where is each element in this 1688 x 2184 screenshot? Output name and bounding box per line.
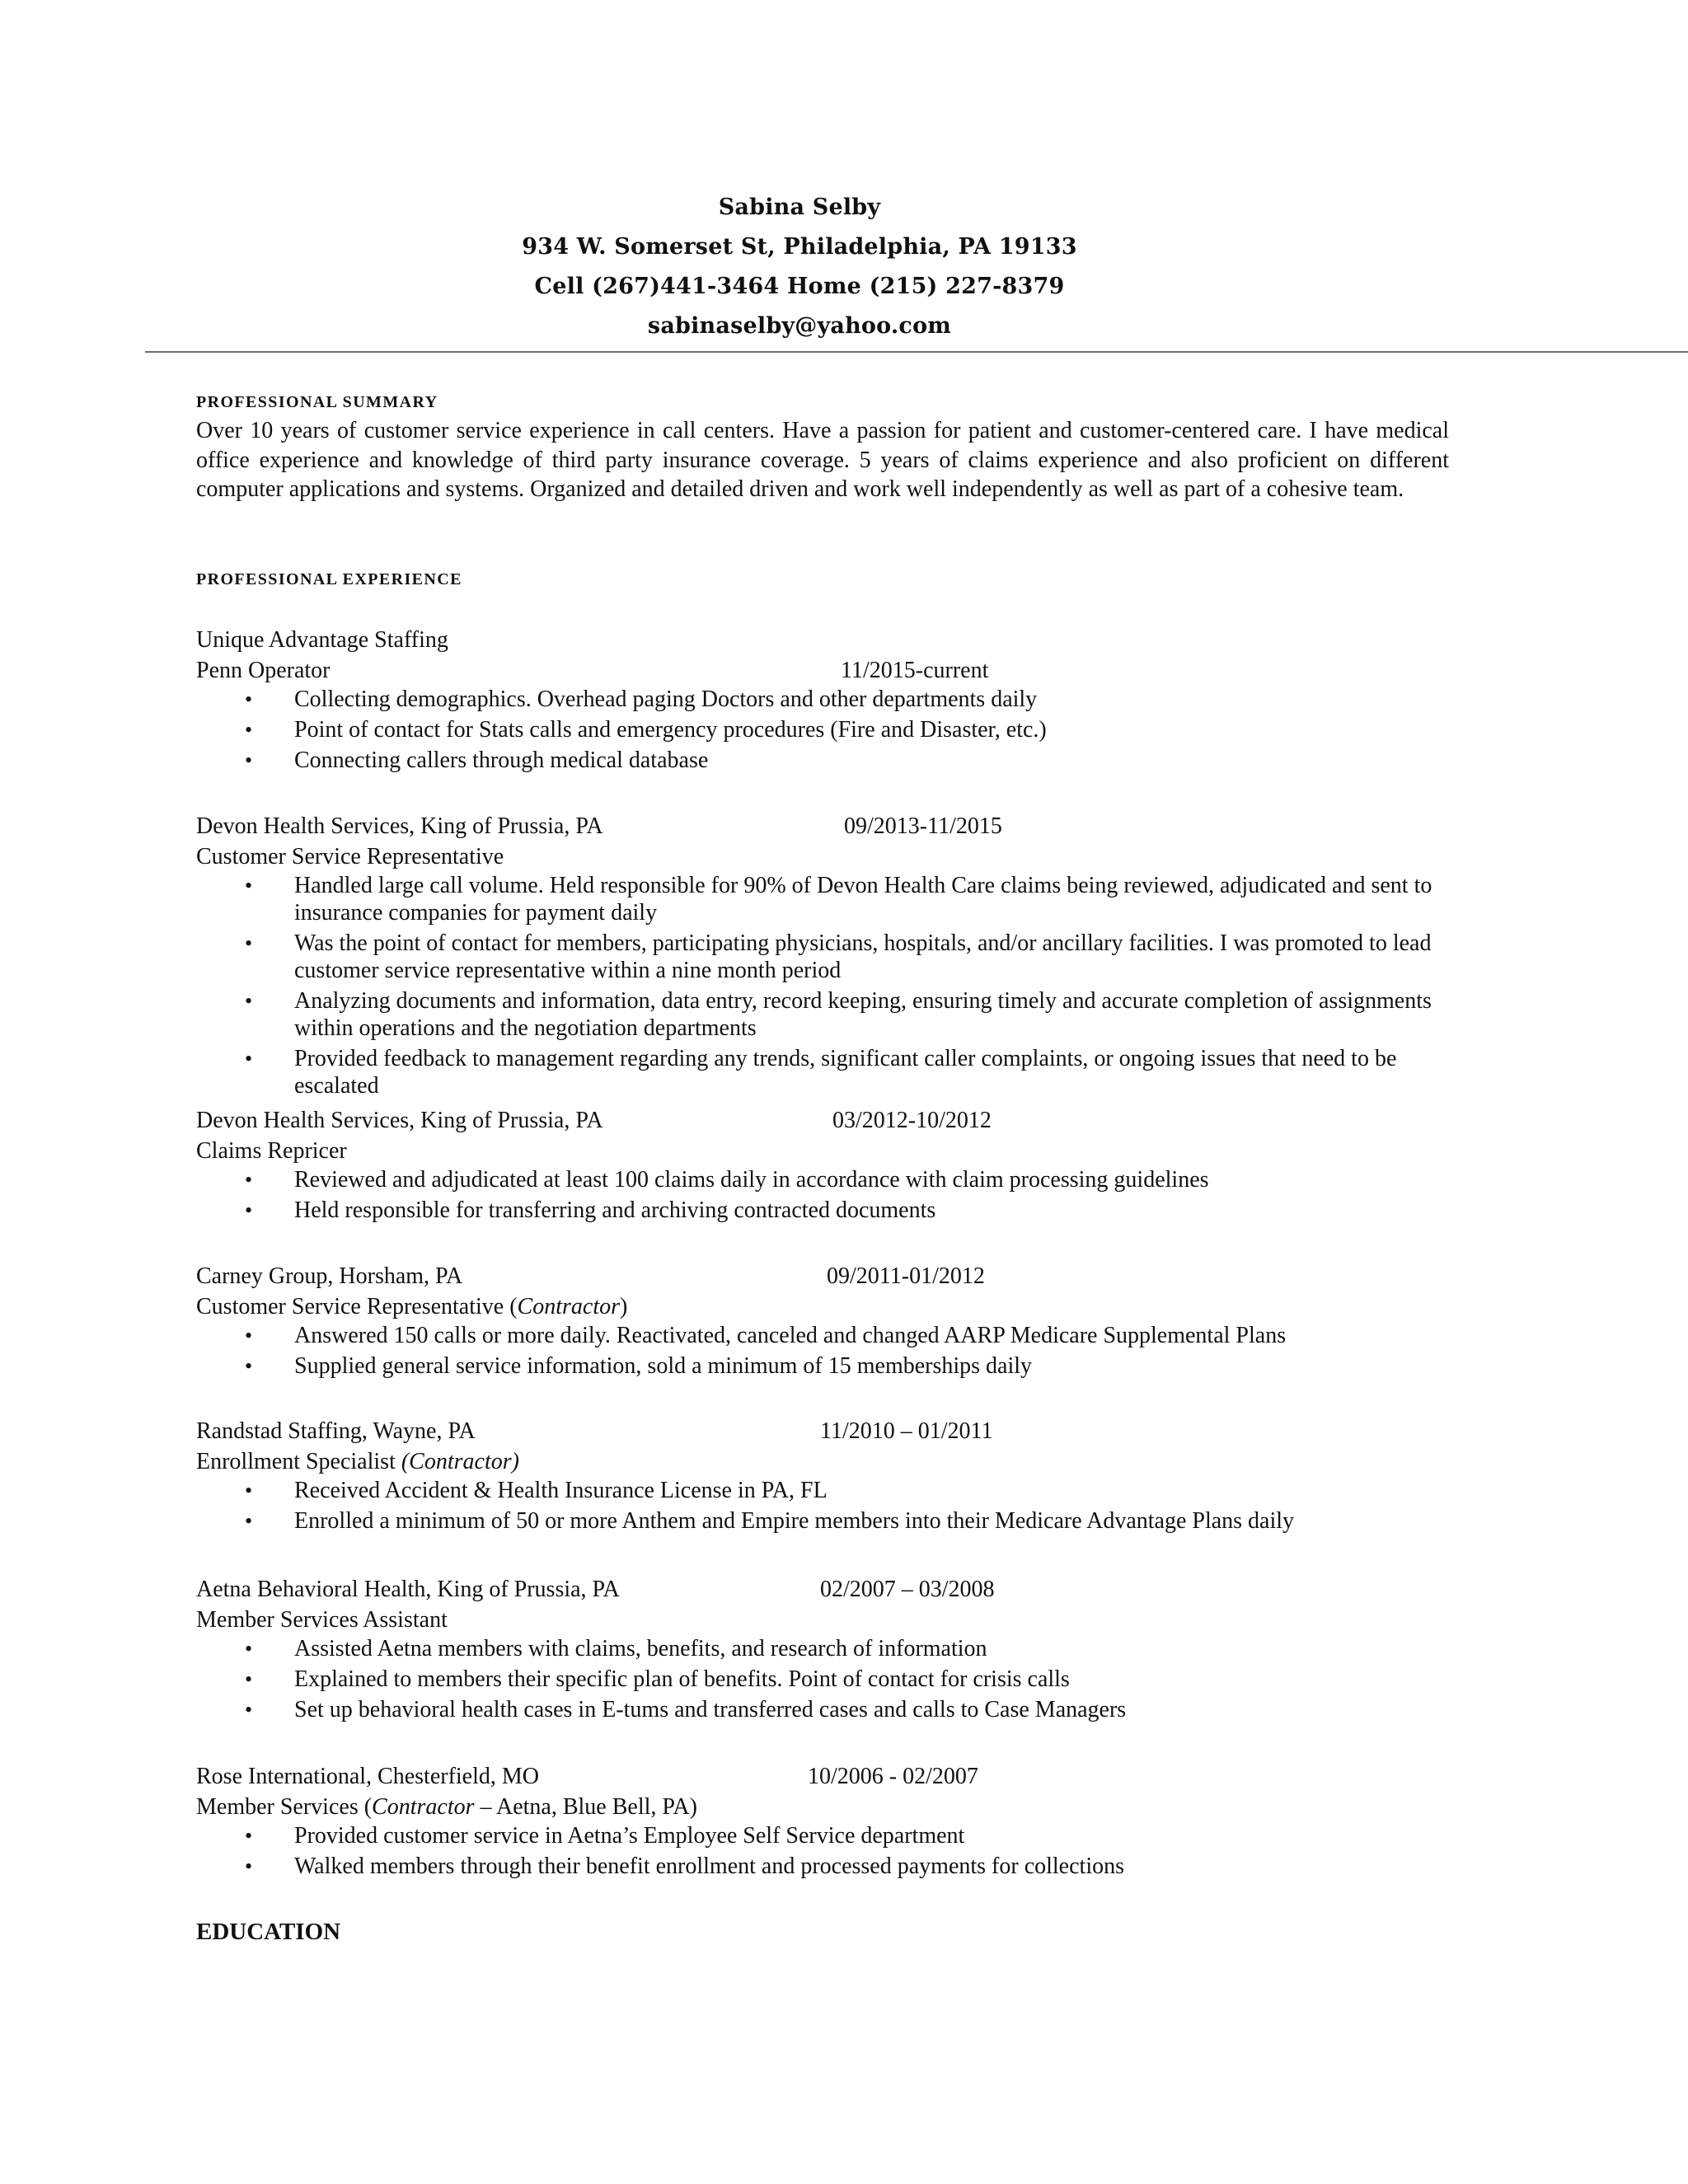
- bullet-icon: •: [245, 989, 253, 1013]
- job-title: Member Services (Contractor – Aetna, Blue Bell, PA): [196, 1794, 697, 1820]
- job-dates: 03/2012-10/2012: [832, 1108, 992, 1133]
- bullet-icon: •: [245, 748, 253, 772]
- summary-heading: PROFESSIONAL SUMMARY: [196, 393, 438, 411]
- job-entry: [196, 1261, 1515, 1383]
- bullet-icon: •: [245, 1168, 253, 1192]
- duty-item: • Assisted Aetna members with claims, benefits, and research of information: [245, 1636, 987, 1661]
- job-duties: [196, 1635, 1515, 1723]
- duty-item: • Point of contact for Stats calls and emergency procedures (Fire and Disaster, etc.): [245, 717, 1047, 743]
- bullet-icon: •: [245, 1324, 253, 1347]
- job-entry: [196, 811, 1515, 1103]
- applicant-name: Sabina Selby: [718, 194, 881, 220]
- job-duties: [196, 1822, 1515, 1880]
- job-dates: 11/2010 – 01/2011: [820, 1418, 993, 1444]
- bullet-icon: •: [245, 1667, 253, 1691]
- job-dates: 09/2013-11/2015: [844, 813, 1002, 839]
- job-title: Customer Service Representative (Contractor): [196, 1294, 628, 1319]
- duty-item: • Connecting callers through medical database: [245, 748, 709, 773]
- job-entry: [196, 1105, 1515, 1227]
- job-title: Claims Repricer: [196, 1138, 347, 1164]
- duty-item: • Enrolled a minimum of 50 or more Anthem and Empire members into their Medicare Advantage Plans daily: [245, 1508, 1295, 1534]
- duty-item: • Provided customer service in Aetna’s Employee Self Service department: [245, 1823, 965, 1849]
- duty-item: • Supplied general service information, sold a minimum of 15 memberships daily: [245, 1353, 1033, 1379]
- bullet-icon: •: [245, 1479, 253, 1502]
- duty-item: • Held responsible for transferring and archiving contracted documents: [245, 1197, 936, 1223]
- duty-item: • Reviewed and adjudicated at least 100 claims daily in accordance with claim processing guidelines: [245, 1167, 1209, 1193]
- duty-item: • Answered 150 calls or more daily. Reactivated, canceled and changed AARP Medicare Supplemental Plans: [245, 1323, 1287, 1348]
- job-company: Devon Health Services, King of Prussia, PA: [196, 813, 603, 839]
- job-title: Penn Operator: [196, 658, 331, 683]
- job-dates: 11/2015-current: [841, 658, 989, 683]
- job-dates: 02/2007 – 03/2008: [820, 1577, 995, 1602]
- job-duties: [196, 1322, 1515, 1380]
- job-duties: [196, 1166, 1515, 1224]
- bullet-icon: •: [245, 1509, 253, 1533]
- duty-item: • Provided feedback to management regarding any trends, significant caller complaints, or ongoing issues that need to be escalated: [245, 1046, 1397, 1099]
- contact-header: [0, 188, 1599, 346]
- job-duties: [196, 872, 1515, 1099]
- job-entry: [196, 1574, 1515, 1727]
- bullet-icon: •: [245, 718, 253, 742]
- duty-item: • Handled large call volume. Held responsible for 90% of Devon Health Care claims being reviewed, adjudicated and sent to insurance companies for payment daily: [245, 873, 1432, 926]
- duty-item: • Set up behavioral health cases in E-tums and transferred cases and calls to Case Managers: [245, 1697, 1127, 1722]
- job-company: Devon Health Services, King of Prussia, PA: [196, 1108, 603, 1133]
- bullet-icon: •: [245, 1354, 253, 1378]
- duty-item: • Received Accident & Health Insurance License in PA, FL: [245, 1478, 828, 1503]
- bullet-icon: •: [245, 1047, 253, 1071]
- applicant-email: sabinaselby@yahoo.com: [647, 313, 952, 339]
- applicant-phones: Cell (267)441-3464 Home (215) 227-8379: [534, 274, 1065, 299]
- job-entry: [196, 1416, 1515, 1538]
- summary-text: Over 10 years of customer service experience in call centers. Have a passion for patient and customer-centered care. I have medical office experience and knowledge of third party insurance coverage. 5 years of claims experience and also proficient on different computer applications and systems. Organized and detailed driven and work well independently as well as part of a cohesive team.: [196, 418, 1449, 502]
- job-company: Randstad Staffing, Wayne, PA: [196, 1418, 476, 1444]
- job-company: Aetna Behavioral Health, King of Prussia, PA: [196, 1577, 620, 1602]
- duty-item: • Walked members through their benefit enrollment and processed payments for collections: [245, 1854, 1124, 1879]
- applicant-address: 934 W. Somerset St, Philadelphia, PA 19133: [522, 234, 1077, 260]
- job-title: Member Services Assistant: [196, 1607, 448, 1633]
- job-duties: [196, 686, 1515, 774]
- job-title: Customer Service Representative: [196, 844, 504, 869]
- duty-item: • Explained to members their specific plan of benefits. Point of contact for crisis calls: [245, 1666, 1070, 1692]
- bullet-icon: •: [245, 687, 253, 711]
- job-dates: 10/2006 - 02/2007: [808, 1764, 978, 1789]
- bullet-icon: •: [245, 931, 253, 955]
- header-divider: [145, 351, 1688, 353]
- job-company: Carney Group, Horsham, PA: [196, 1263, 463, 1289]
- job-company: Rose International, Chesterfield, MO: [196, 1764, 540, 1789]
- job-dates: 09/2011-01/2012: [827, 1263, 985, 1289]
- job-entry: [196, 1761, 1515, 1883]
- duty-item: • Was the point of contact for members, participating physicians, hospitals, and/or ancillary facilities. I was promoted to lead customer service representative within a nine month period: [245, 930, 1432, 983]
- education-heading: EDUCATION: [196, 1919, 341, 1945]
- bullet-icon: •: [245, 1637, 253, 1661]
- experience-heading: PROFESSIONAL EXPERIENCE: [196, 570, 462, 588]
- bullet-icon: •: [245, 1698, 253, 1722]
- job-title: Enrollment Specialist (Contractor): [196, 1449, 519, 1474]
- duty-item: • Collecting demographics. Overhead paging Doctors and other departments daily: [245, 687, 1038, 712]
- bullet-icon: •: [245, 1824, 253, 1848]
- bullet-icon: •: [245, 874, 253, 898]
- bullet-icon: •: [245, 1854, 253, 1878]
- job-company: Unique Advantage Staffing: [196, 627, 448, 653]
- job-entry: [196, 625, 1515, 777]
- bullet-icon: •: [245, 1198, 253, 1222]
- job-duties: [196, 1477, 1515, 1535]
- duty-item: • Analyzing documents and information, data entry, record keeping, ensuring timely and accurate completion of assignments within operations and the negotiation departments: [245, 988, 1432, 1041]
